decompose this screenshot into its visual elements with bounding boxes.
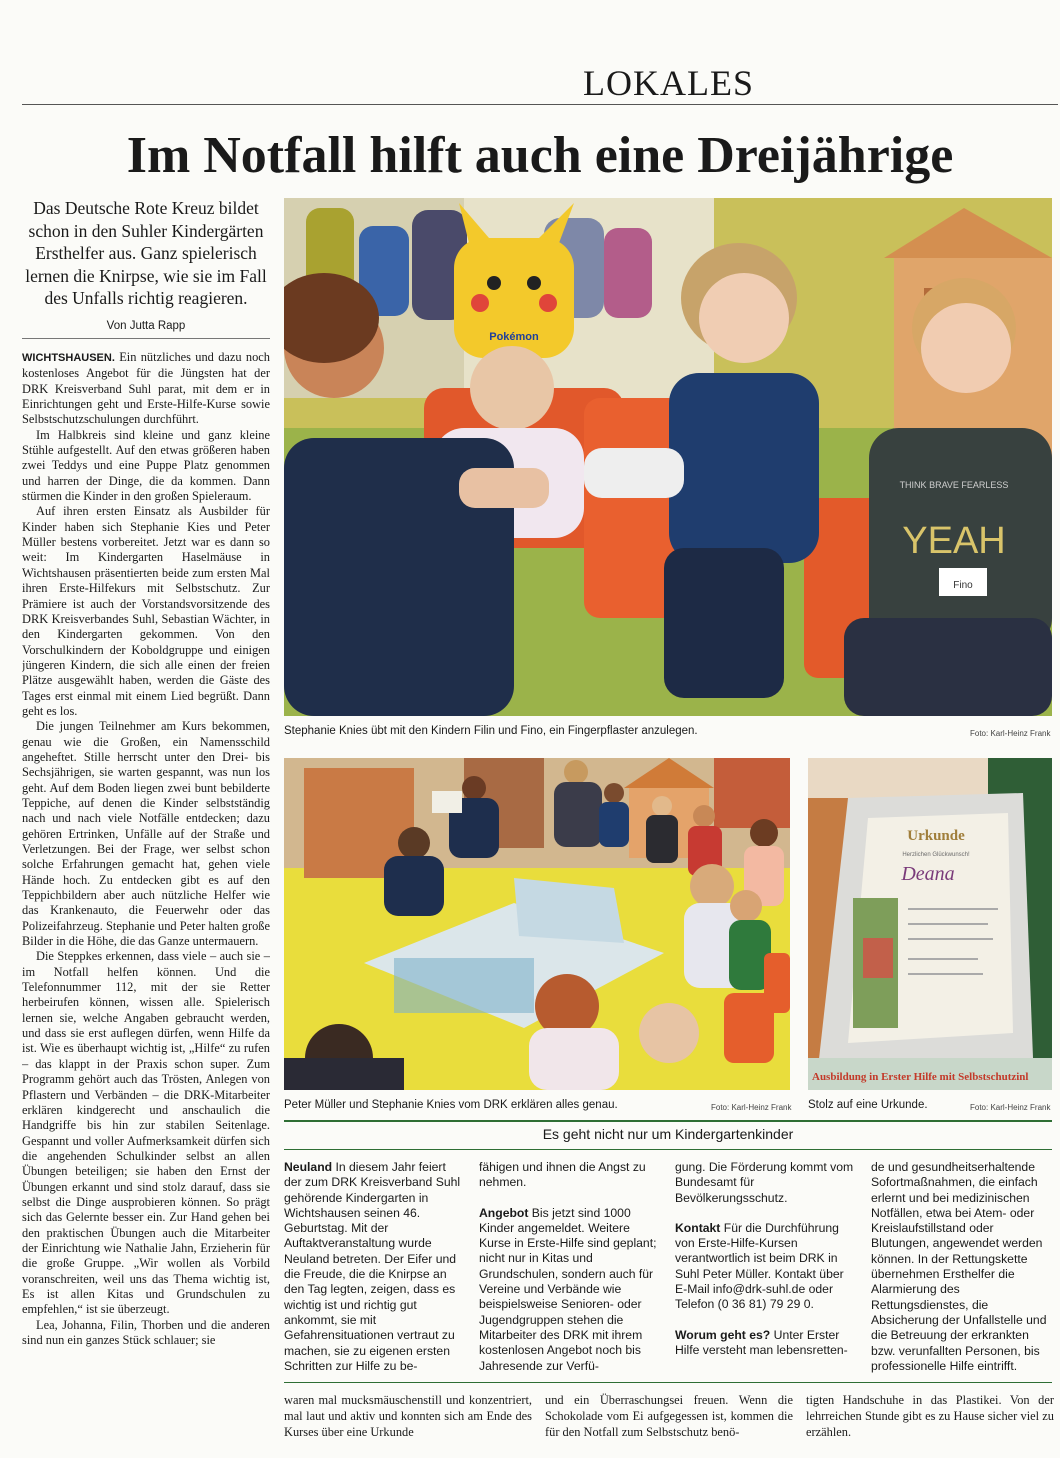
headline: Im Notfall hilft auch eine Dreijährige <box>126 127 954 184</box>
bottom-column-2: und ein Überraschungsei freuen. Wenn die Schokolade vom Ei aufgegessen ist, kommen die für den Notfall zum Selbstschutz benö- <box>545 1393 793 1440</box>
main-photo-caption: Stephanie Knies übt mit den Kindern Filin und Fino, ein Fingerpflaster anzulegen. <box>284 725 698 737</box>
infobox-worum-head: Worum geht es? <box>675 1327 771 1342</box>
lead-paragraph: Das Deutsche Rote Kreuz bildet schon in den Suhler Kindergärten Ersthelfer aus. Ganz spielerisch lernen die Knirpse, wie sie im Fall des Unfalls richtig reagieren. <box>25 198 267 308</box>
certificate-photo <box>808 758 1052 1090</box>
infobox-column-2: fähigen und ihnen die Angst zu nehmen. Angebot Bis jetzt sind 1000 Kinder angemeldet. Weitere Kurse in Erste-Hilfe sind geplant; nicht nur in Kitas und Grundschulen, sondern auch für Vereine und Verbände wie beispielsweise Senioren- oder Jugendgruppen stehen die Mitarbeiter des DRK mit ihrem kostenlosen Angebot noch bis Jahresende zur Verfü- <box>479 1160 657 1373</box>
infobox-bottom-rule <box>284 1382 1052 1383</box>
bottom-column-1: waren mal mucksmäuschenstill und konzentriert, mal laut und aktiv und konnten sich am Ende des Kurses über eine Urkunde <box>284 1393 532 1440</box>
infobox-column-3: gung. Die Förderung kommt vom Bundesamt für Bevölkerungsschutz. Kontakt Für die Durchführung von Erste-Hilfe-Kursen verantwortlich ist beim DRK in Suhl Peter Müller. Kontakt über E-Mail info@drk-suhl.de oder Telefon (0 36 81) 79 29 0. Worum geht es? Unter Erster Hilfe versteht man lebensretten- <box>675 1160 854 1357</box>
certificate-banner: Ausbildung in Erster Hilfe mit Selbstschutzinl <box>812 1071 1029 1083</box>
infobox-neuland-head: Neuland <box>284 1160 333 1174</box>
infobox-column-4: de und gesundheitserhaltende Sofortmaßnahmen, die einfach erlernt und bei medizinischen Notfällen, etwa bei Atem- oder Kreislaufstillstand oder Blutungen, angewendet werden können. In der Rettungskette übernehmen Ersthelfer die Alarmierung des Rettungsdienstes, die Absicherung der Unfallstelle und die Betreuung der erkrankten bzw. verunfallten Personen, bis professionelle Hilfe eintrifft. <box>871 1160 1047 1373</box>
group-photo-credit: Foto: Karl-Heinz Frank <box>711 1103 792 1112</box>
certificate-photo-caption: Stolz auf eine Urkunde. <box>808 1099 928 1111</box>
body-paragraph-6: Lea, Johanna, Filin, Thorben und die anderen sind nun ein ganzes Stück schlauer; sie <box>22 1317 270 1347</box>
body-paragraph-2: Im Halbkreis sind kleine und ganz kleine Stühle aufgestellt. Auf den etwas größeren haben zwei Teddys und eine Puppe Platz genommen und harren der Dinge, die da kommen. Dann stürmen die Kinder in den großen Spieleraum. <box>22 427 270 504</box>
top-rule <box>22 104 1058 105</box>
infobox-title-rule <box>284 1149 1052 1150</box>
infobox-top-rule <box>284 1120 1052 1122</box>
section-label: LOKALES <box>583 63 754 103</box>
body-paragraph-1: WICHTSHAUSEN. Ein nützliches und dazu noch kostenloses Angebot für die Jüngsten hat der DRK Kreisverband Suhl parat, mit dem er in Einrichtungen geht und Erste-Hilfe-Kurse sowie Selbstschutzschulungen durchführt. <box>22 350 270 427</box>
certificate-photo-credit: Foto: Karl-Heinz Frank <box>970 1103 1051 1112</box>
infobox-title: Es geht nicht nur um Kindergartenkinder <box>542 1126 794 1142</box>
body-paragraph-4: Die jungen Teilnehmer am Kurs bekommen, genau wie die Großen, ein Namensschild angeheftet. Stille herrscht unter den Drei- bis Sechsjährigen, sie warten gespannt, was nun los geht. Auf dem Boden liegen zwei bunt bebilderte Teppiche, auf denen die Kinder selbstständig nach und nach viele Notfälle entdecken; dazu gehören Ertrinken, Unfälle auf der Straße und Verletzungen. Bei der Frage, wer selbst schon solche Erfahrungen gemacht hat, gehen viele Hände hoch. Zu entdecken gibt es auf den Teppichbildern aber auch nützliche Helfer wie das Krankenauto, die Feuerwehr oder das Polizeifahrzeug. Stephanie und Peter halten große Bilder in die Höhe, die das Ganze untermauern. <box>22 719 270 949</box>
bottom-column-3: tigten Handschuhe in das Plastikei. Von der lehrreichen Stunde gibt es zu Hause sicher viel zu erzählen. <box>806 1393 1054 1440</box>
main-photo <box>284 198 1052 716</box>
main-photo-credit: Foto: Karl-Heinz Frank <box>970 729 1051 738</box>
shirt-text: YEAH <box>902 520 1006 562</box>
group-photo <box>284 758 790 1090</box>
infobox-kontakt-head: Kontakt <box>675 1220 721 1235</box>
lead-rule <box>22 338 270 339</box>
name-tag: Fino <box>953 580 973 591</box>
certificate-name: Deana <box>901 863 955 885</box>
article-body-column <box>22 350 270 1442</box>
body-paragraph-3: Auf ihren ersten Einsatz als Ausbilder für Kinder haben sich Stephanie Kies und Peter Müller bestens vorbereitet. Jetzt war es dann so weit: Im Kindergarten Haselmäuse in Wichtshausen präsentierten beide zum ersten Mal ihren Erste-Hilfekurs mit Selbstschutz. Zur Prämiere ist auch der Vorstandsvorsitzende des DRK Kreisverbandes Suhl, Sebastian Wächter, in den Kindergarten gekommen. Von den Vorschulkindern der Koboldgruppe und einigen jüngeren Kindern, die sich alle einen der freien Plätze ausgewählt haben, werden die Gäste des Tages erst einmal mit einem Lied begrüßt. Dann geht es los. <box>22 504 270 718</box>
infobox-column-1: Neuland In diesem Jahr feiert der zum DRK Kreisverband Suhl gehörende Kindergarten in Wichtshausen seinen 46. Geburtstag. Mit der Auftaktveranstaltung wurde Neuland betreten. Der Eifer und die Freude, die die Knirpse an den Tag legten, zeigen, dass es wichtig ist und richtig gut ankommt, sie mit Gefahrensituationen vertraut zu machen, sie zu eigenen ersten Schritten zur Hilfe zu be- <box>284 1160 461 1373</box>
body-paragraph-5: Die Steppkes erkennen, dass viele – auch sie – im Notfall helfen können. Und die Telefonnummer 112, mit der sie Retter herbeirufen können, wissen alle. Spielerisch lernen sie, welche Angaben gebraucht werden, und dass sie erst auflegen dürfen, wenn Hilfe da ist. Wie es überhaupt wichtig ist, „Hilfe“ zu rufen – das klappt in der Praxis schon super. Zum Programm gehört auch das Trösten, Anlegen von Pflastern und Verbänden – die DRK-Mitarbeiter erklären kindgerecht und anschaulich die Handgriffe bis hin zur stabilen Seitenlage. Gespannt und voller Aufmerksamkeit dürfen sich die angehenden Schulkinder selbst an allen Übungen beteiligen; sie haben den Ernst der Übungen erkannt und sind stolz darauf, dass sie selbst die Dinge ausprobieren können. So prägt sich das Gelernte besser ein. Zur Hand gehen bei den praktischen Übungen auch die Mitarbeiter der Einrichtung wie Nathalie Jahn, Erzieherin für die große Gruppe. „Wir wollen als Vorbild voranschreiten, weil uns das Thema wichtig ist, Es ist allen Kitas und Grundschulen zu empfehlen,“ ist sie überzeugt. <box>22 949 270 1317</box>
certificate-title: Urkunde <box>907 828 965 844</box>
byline: Von Jutta Rapp <box>106 320 186 332</box>
group-photo-caption: Peter Müller und Stephanie Knies vom DRK erklären alles genau. <box>284 1099 618 1111</box>
pikachu-label: Pokémon <box>489 331 539 343</box>
dateline: WICHTSHAUSEN. <box>22 352 115 364</box>
shirt-small-text: THINK BRAVE FEARLESS <box>899 480 1009 490</box>
infobox-angebot-head: Angebot <box>479 1205 529 1220</box>
certificate-subtitle: Herzlichen Glückwunsch! <box>902 852 970 858</box>
